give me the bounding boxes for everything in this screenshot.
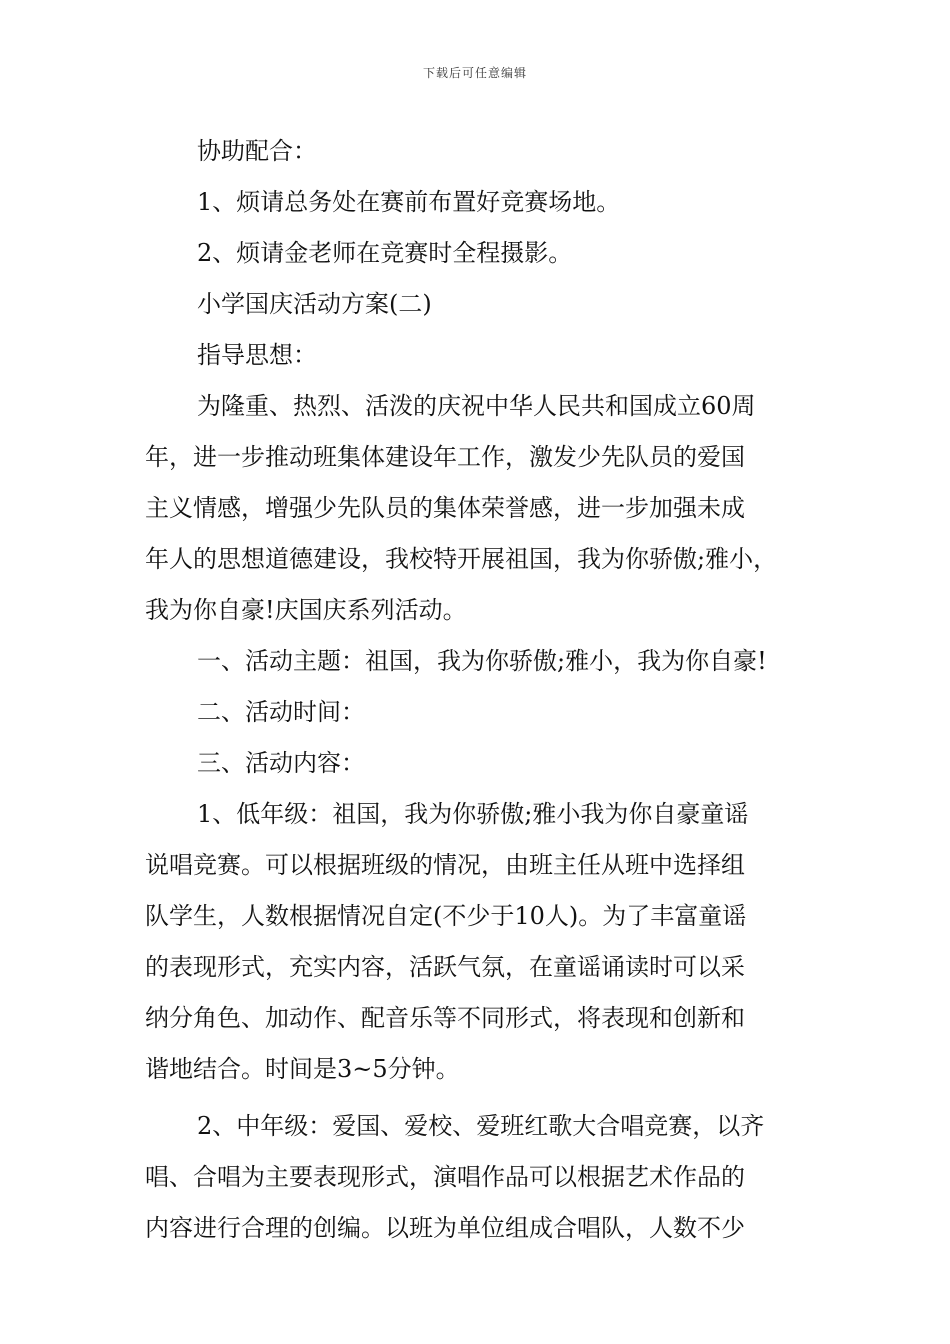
section-heading-assist: 协助配合：	[197, 137, 317, 165]
paragraph-line: 2、中年级：爱国、爱校、爱班红歌大合唱竞赛，以齐	[197, 1112, 765, 1140]
page-header: 下载后可任意编辑	[422, 66, 527, 80]
paragraph-line: 1、烦请总务处在赛前布置好竞赛场地。	[197, 188, 621, 216]
paragraph-line: 1、低年级：祖国，我为你骄傲;雅小我为你自豪童谣	[197, 800, 749, 828]
paragraph-line: 唱、合唱为主要表现形式，演唱作品可以根据艺术作品的	[145, 1163, 745, 1191]
paragraph-line: 年人的思想道德建设，我校特开展祖国，我为你骄傲;雅小，	[145, 545, 778, 573]
document-title: 小学国庆活动方案(二)	[197, 290, 432, 318]
section-heading-guiding: 指导思想：	[197, 341, 317, 369]
paragraph-line: 纳分角色、加动作、配音乐等不同形式，将表现和创新和	[145, 1004, 745, 1032]
paragraph-line: 内容进行合理的创编。以班为单位组成合唱队，人数不少	[145, 1214, 745, 1242]
paragraph-line: 的表现形式，充实内容，活跃气氛，在童谣诵读时可以采	[145, 953, 745, 981]
document-body	[145, 126, 810, 1254]
paragraph-line: 说唱竞赛。可以根据班级的情况，由班主任从班中选择组	[145, 851, 745, 879]
section-heading-time: 二、活动时间：	[197, 698, 365, 726]
section-heading-theme: 一、活动主题：祖国，我为你骄傲;雅小，我为你自豪!	[197, 647, 767, 675]
paragraph-line: 队学生，人数根据情况自定(不少于10人)。为了丰富童谣	[145, 902, 747, 930]
section-heading-content: 三、活动内容：	[197, 749, 365, 777]
paragraph-line: 年，进一步推动班集体建设年工作，激发少先队员的爱国	[145, 443, 745, 471]
paragraph-line: 为隆重、热烈、活泼的庆祝中华人民共和国成立60周	[197, 392, 756, 420]
paragraph-line: 我为你自豪!庆国庆系列活动。	[145, 596, 467, 624]
paragraph-line: 谐地结合。时间是3~5分钟。	[145, 1055, 460, 1083]
paragraph-line: 2、烦请金老师在竞赛时全程摄影。	[197, 239, 573, 267]
paragraph-line: 主义情感，增强少先队员的集体荣誉感，进一步加强未成	[145, 494, 745, 522]
